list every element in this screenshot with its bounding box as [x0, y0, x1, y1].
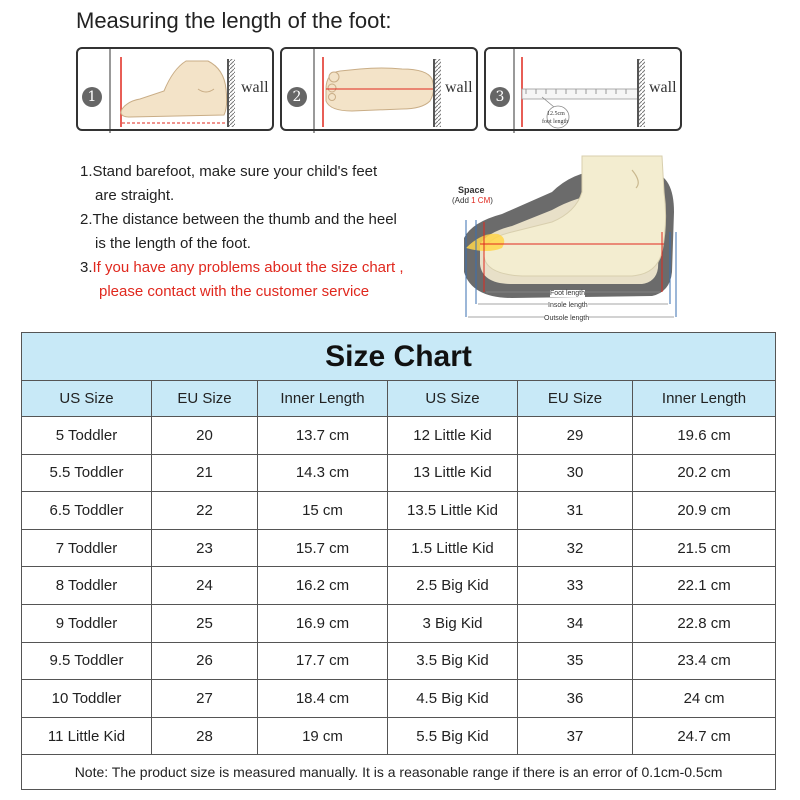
table-cell: 14.3 cm	[258, 454, 388, 492]
outsole-length-label: Outsole length	[544, 315, 590, 322]
table-cell: 28	[152, 717, 258, 755]
table-cell: 15 cm	[258, 492, 388, 530]
instruction-step-1-line-1: 1.Stand barefoot, make sure your child's feet	[80, 163, 378, 180]
wall-label-1: wall	[241, 79, 269, 96]
wall-label-3: wall	[649, 79, 677, 96]
table-cell: 33	[518, 567, 633, 605]
instruction-step-3-line-1	[80, 256, 460, 280]
table-cell: 30	[518, 454, 633, 492]
size-chart-note: Note: The product size is measured manually. It is a reasonable range if there is an error of 0.1cm-0.5cm	[22, 755, 776, 790]
table-cell: 24.7 cm	[633, 717, 776, 755]
measure-panel-2	[280, 47, 478, 131]
measure-title: Measuring the length of the foot:	[76, 8, 392, 33]
ruler-label-caption: foot length	[542, 119, 569, 125]
table-row	[22, 717, 776, 755]
measure-panel-1	[76, 47, 274, 131]
table-row	[22, 417, 776, 455]
table-cell: 18.4 cm	[258, 680, 388, 718]
table-cell: 16.2 cm	[258, 567, 388, 605]
table-cell: 5 Toddler	[22, 417, 152, 455]
table-cell: 8 Toddler	[22, 567, 152, 605]
table-cell: 22	[152, 492, 258, 530]
foot-length-label: Foot length	[550, 290, 586, 297]
table-cell: 27	[152, 680, 258, 718]
table-cell: 2.5 Big Kid	[388, 567, 518, 605]
size-chart-title-row	[22, 333, 776, 381]
instruction-step-3-text: If you have any problems about the size chart ,	[92, 259, 404, 276]
table-cell: 24	[152, 567, 258, 605]
instruction-step-2-line-2: is the length of the foot.	[95, 235, 251, 252]
column-header: EU Size	[518, 381, 633, 417]
table-cell: 10 Toddler	[22, 680, 152, 718]
column-header: Inner Length	[258, 381, 388, 417]
table-cell: 16.9 cm	[258, 604, 388, 642]
table-cell: 20.9 cm	[633, 492, 776, 530]
measure-panel-3	[484, 47, 682, 131]
table-cell: 6.5 Toddler	[22, 492, 152, 530]
column-header: EU Size	[152, 381, 258, 417]
instruction-step-3-line-2: please contact with the customer service	[99, 283, 370, 300]
step-2-badge: 2	[287, 87, 307, 107]
table-cell: 32	[518, 529, 633, 567]
instruction-step-1-line-2: are straight.	[95, 187, 175, 204]
table-cell: 35	[518, 642, 633, 680]
table-cell: 25	[152, 604, 258, 642]
table-cell: 20	[152, 417, 258, 455]
table-row	[22, 567, 776, 605]
wall-label-2: wall	[445, 79, 473, 96]
step-1-badge: 1	[82, 87, 102, 107]
table-cell: 3 Big Kid	[388, 604, 518, 642]
table-cell: 13.5 Little Kid	[388, 492, 518, 530]
table-row	[22, 680, 776, 718]
space-sublabel: (Add 1 CM)	[452, 196, 493, 205]
step-3-badge: 3	[490, 87, 510, 107]
table-cell: 7 Toddler	[22, 529, 152, 567]
table-cell: 12 Little Kid	[388, 417, 518, 455]
table-row	[22, 529, 776, 567]
table-cell: 3.5 Big Kid	[388, 642, 518, 680]
instruction-step-2-line-1: 2.The distance between the thumb and the heel	[80, 211, 397, 228]
table-cell: 19.6 cm	[633, 417, 776, 455]
instructions	[80, 160, 460, 304]
table-row	[22, 492, 776, 530]
table-cell: 37	[518, 717, 633, 755]
table-row	[22, 604, 776, 642]
table-cell: 20.2 cm	[633, 454, 776, 492]
size-chart-title: Size Chart	[22, 333, 776, 381]
table-cell: 26	[152, 642, 258, 680]
table-cell: 23	[152, 529, 258, 567]
note-row	[22, 755, 776, 790]
table-cell: 9 Toddler	[22, 604, 152, 642]
table-cell: 22.8 cm	[633, 604, 776, 642]
table-cell: 21.5 cm	[633, 529, 776, 567]
table-cell: 9.5 Toddler	[22, 642, 152, 680]
table-row	[22, 642, 776, 680]
table-cell: 17.7 cm	[258, 642, 388, 680]
table-cell: 11 Little Kid	[22, 717, 152, 755]
table-cell: 13.7 cm	[258, 417, 388, 455]
table-cell: 1.5 Little Kid	[388, 529, 518, 567]
column-header: US Size	[388, 381, 518, 417]
table-cell: 15.7 cm	[258, 529, 388, 567]
table-cell: 29	[518, 417, 633, 455]
table-cell: 19 cm	[258, 717, 388, 755]
insole-length-label: Insole length	[548, 302, 588, 309]
shoe-fit-diagram	[452, 152, 692, 337]
space-label: Space	[458, 185, 485, 195]
table-cell: 24 cm	[633, 680, 776, 718]
table-cell: 13 Little Kid	[388, 454, 518, 492]
table-cell: 36	[518, 680, 633, 718]
space-sublabel-value: 1 CM	[471, 196, 491, 205]
table-cell: 5.5 Toddler	[22, 454, 152, 492]
size-chart-table	[21, 332, 776, 790]
table-cell: 22.1 cm	[633, 567, 776, 605]
table-cell: 23.4 cm	[633, 642, 776, 680]
column-header: US Size	[22, 381, 152, 417]
table-cell: 5.5 Big Kid	[388, 717, 518, 755]
ruler-label-value: 12.5cm	[547, 111, 565, 117]
instruction-step-3-prefix: 3.	[80, 259, 93, 276]
table-cell: 21	[152, 454, 258, 492]
column-header: Inner Length	[633, 381, 776, 417]
table-cell: 4.5 Big Kid	[388, 680, 518, 718]
table-cell: 31	[518, 492, 633, 530]
table-row	[22, 454, 776, 492]
table-header-row	[22, 381, 776, 417]
table-cell: 34	[518, 604, 633, 642]
